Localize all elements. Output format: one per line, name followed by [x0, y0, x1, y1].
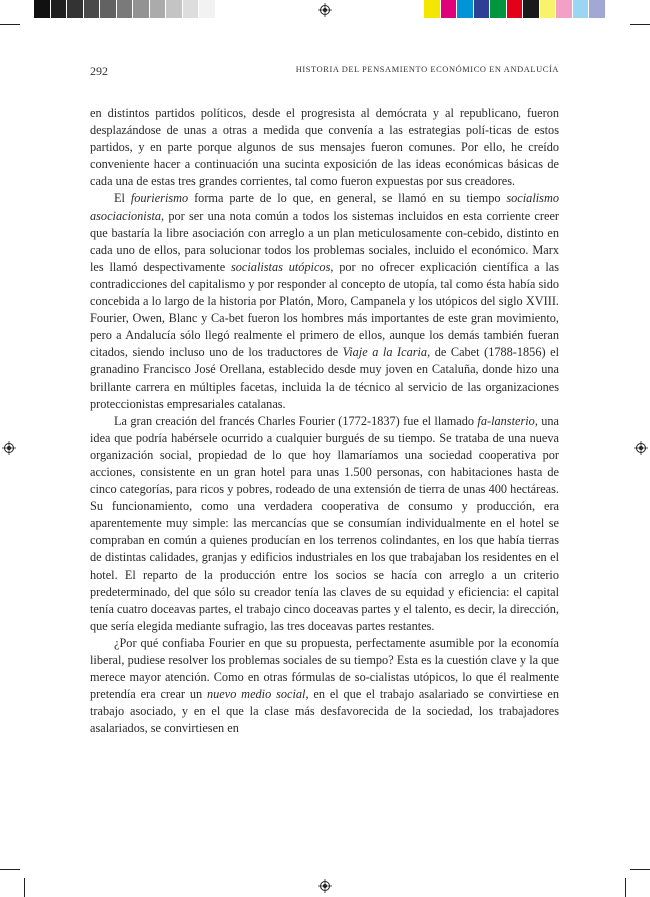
color-calibration-bar	[424, 0, 606, 18]
italic-term: fa-lansterio	[477, 413, 535, 428]
crop-mark	[625, 878, 626, 897]
color-swatch	[84, 0, 101, 18]
text-run: La gran creación del francés Charles Fourier (1772-1837) fue el llamado	[114, 413, 478, 428]
color-swatch	[150, 0, 167, 18]
paragraph	[90, 635, 559, 738]
text-run: ¿Por qué confiaba Fourier en que su propuesta, perfectamente asumible por la economía liberal, pudiese resolver los problemas sociales de su tiempo? Esta es la cuestión clave y la que merece mayor atención. Como en otras fórmulas de so-cialistas utópicos, lo que él realmente pretendía era crear un	[90, 635, 559, 702]
color-swatch	[133, 0, 150, 18]
color-swatch	[523, 0, 540, 18]
color-swatch	[556, 0, 573, 18]
color-swatch	[573, 0, 590, 18]
page-number: 292	[90, 64, 108, 78]
crop-mark	[0, 24, 20, 25]
color-swatch	[507, 0, 524, 18]
color-swatch	[67, 0, 84, 18]
color-swatch	[474, 0, 491, 18]
paragraph	[90, 190, 559, 412]
text-run: , en el que el trabajo asalariado se convirtiese en trabajo asociado, y en el que la clase más desfavorecida de la sociedad, los trabajadores asalariados, se convirtiesen en	[90, 687, 559, 736]
crop-mark	[630, 869, 650, 870]
color-swatch	[490, 0, 507, 18]
grayscale-calibration-bar	[34, 0, 232, 18]
crop-mark	[630, 24, 650, 25]
crop-mark	[24, 878, 25, 897]
text-run: El	[114, 191, 131, 206]
color-swatch	[441, 0, 458, 18]
color-swatch	[51, 0, 68, 18]
color-swatch	[183, 0, 200, 18]
italic-term: nuevo medio social	[206, 687, 306, 702]
color-swatch	[540, 0, 557, 18]
text-run: , por ser una nota común a todos los sistemas incluidos en esta corriente creer que bastaría la libre asociación con arreglo a un plan meticulosamente con-cebido, distinto en cada uno de ellos, para solucionar todos los problemas sociales, incluido el económico. Marx les llamó despectivamente	[90, 208, 559, 274]
paragraph	[90, 413, 559, 635]
color-swatch	[100, 0, 117, 18]
color-swatch	[117, 0, 134, 18]
text-run: , por no ofrecer explicación científica a las contradicciones del capitalismo y por responder al concepto de utopía, tal como ésta había sido concebida a lo largo de la historia por Platón, Moro, Campanela y los utópicos del siglo XVIII. Fourier, Owen, Blanc y Ca-bet fueron los hombres más importantes de este gran movimiento, pero a Andalucía sólo llegó realmente el primero de ellos, aunque los demás también fueran citados, siendo incluso uno de los traductores de	[90, 259, 560, 360]
italic-term: fourierismo	[130, 191, 189, 206]
text-run: forma parte de lo que, en general, se llamó en su tiempo	[188, 191, 507, 206]
color-swatch	[589, 0, 606, 18]
italic-term: socialistas utópicos	[230, 259, 331, 274]
text-run: , de Cabet (1788-1856) el granadino Francisco José Orellana, establecido desde muy joven en Cataluña, donde hizo una brillante carrera en múltiples facetas, incluida la de técnico al servicio de las organizaciones proteccionistas empresariales catalanas.	[90, 345, 560, 411]
paragraph: en distintos partidos políticos, desde el progresista al demócrata y al republicano, fueron desplazándose de unas a otras a medida que convenía a las estrategias polí-ticas de estos partidos, y en parte porque algunos de sus mensajes fueron comunes. Por ello, he creído conveniente hacer a continuación una sucinta exposición de las ideas económicas básicas de cada una de estas tres grandes corrientes, tal como fueron expuestas por sus creadores.	[90, 106, 559, 189]
color-swatch	[199, 0, 216, 18]
color-swatch	[216, 0, 233, 18]
running-title: HISTORIA DEL PENSAMIENTO ECONÓMICO EN ANDALUCÍA	[295, 65, 559, 74]
registration-mark-icon	[318, 879, 332, 893]
running-head	[90, 64, 559, 80]
italic-term: socialismo asociacionista	[90, 191, 559, 223]
crop-mark	[0, 869, 20, 870]
registration-mark-icon	[318, 3, 332, 17]
italic-title: Viaje a la Icaria	[342, 345, 428, 360]
registration-mark-icon	[2, 441, 16, 455]
registration-mark-icon	[634, 441, 648, 455]
text-run: , una idea que podría habérsele ocurrido a cualquier burgués de su tiempo. Se trataba de una nueva organización social, propiedad de lo que hoy llamaríamos una sociedad cooperativa por acciones, consistente en un gran hotel para unas 1.500 personas, con habitaciones hasta de cinco categorías, para ricos y pobres, rodeado de una extensión de tierra de unas 400 hectáreas. Su funcionamiento, como una verdadera cooperativa de consumo y producción, era aparentemente muy simple: las mercancías que se consumían individualmente en el hotel se compraban en común a quienes producían en los terrenos colindantes, en los que había tierras de distintas calidades, granjas y edificios industriales en los que trabajaban los residentes en el hotel. El reparto de la producción entre los socios se hacía con arreglo a un criterio predeterminado, del que sólo su creador tenía las claves de su equidad y eficiencia: el capital tenía cuatro doceavas partes, el trabajo cinco doceavas partes y el talento, es decir, la dirección, que sería elegida mediante sufragio, las tres doceavas partes restantes.	[90, 413, 560, 633]
color-swatch	[34, 0, 51, 18]
color-swatch	[457, 0, 474, 18]
body-text	[90, 105, 559, 737]
color-swatch	[424, 0, 441, 18]
color-swatch	[166, 0, 183, 18]
